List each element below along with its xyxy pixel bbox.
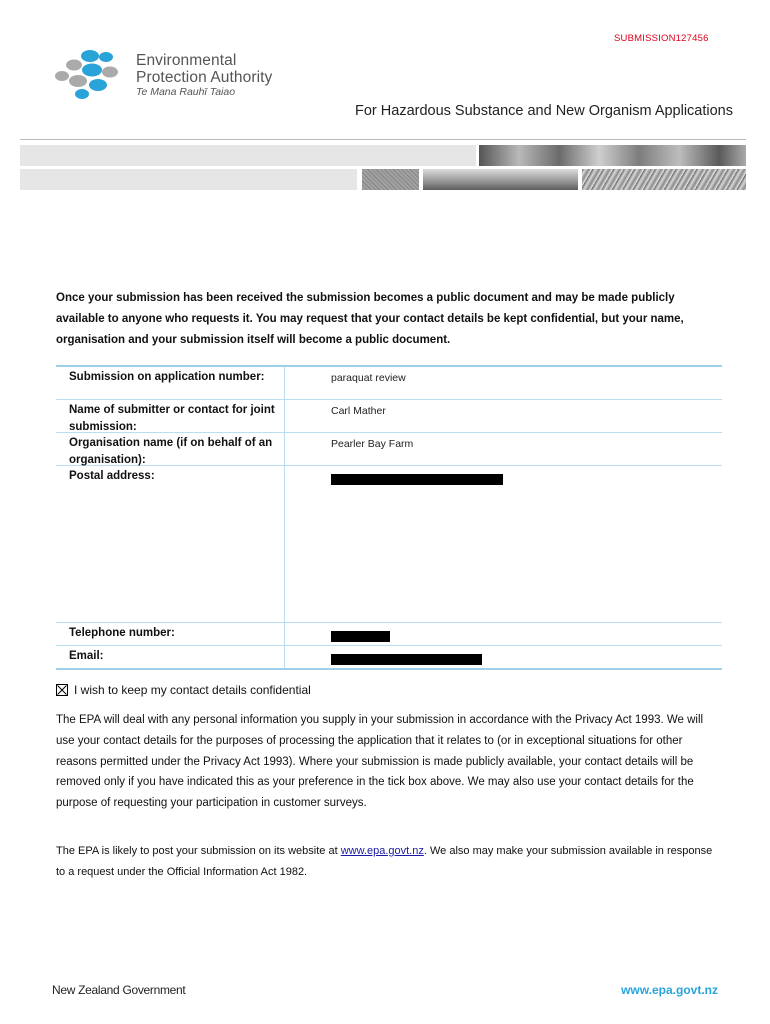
banner-photo-texture [362,169,419,190]
table-row [56,623,722,646]
redaction-bar [331,474,503,485]
website-statement [56,841,716,883]
field-label: Submission on application number: [56,367,285,399]
redaction-bar [331,654,482,665]
confidential-label: I wish to keep my contact details confidential [74,683,311,697]
application-number-field[interactable]: paraquat review [331,372,406,384]
field-label: Telephone number: [56,623,285,645]
epa-logo [52,48,302,104]
epa-website-link[interactable]: www.epa.govt.nz [340,845,424,857]
table-row [56,466,722,623]
table-row [56,646,722,668]
banner-photo-landscape [479,145,746,166]
email-field[interactable] [285,646,722,668]
telephone-field[interactable] [285,623,722,645]
submission-id: SUBMISSION127456 [614,33,709,44]
organisation-field[interactable]: Pearler Bay Farm [331,438,414,450]
page-title: For Hazardous Substance and New Organism Applications [355,103,733,119]
epa-logo-icon [52,48,128,102]
nz-government-logo: New Zealand Government [52,983,186,997]
table-row [56,400,722,433]
field-label: Name of submitter or contact for joint submission: [56,400,285,432]
table-row [56,433,722,466]
submitter-name-field[interactable]: Carl Mather [331,405,386,417]
banner-photo-sky [423,169,578,190]
logo-line-3: Te Mana Rauhī Taiao [136,86,236,98]
logo-line-2: Protection Authority [136,69,273,86]
logo-line-1: Environmental [136,52,237,69]
footer-website-link[interactable]: www.epa.govt.nz [621,983,718,997]
field-label: Postal address: [56,466,285,622]
header-divider [20,139,746,140]
submitter-details-table [56,365,722,670]
checked-x-icon [57,685,67,695]
website-text-after: . We also may make your submission available in response to a request under the Official Information Act 1982. [56,845,713,878]
website-text-before: The EPA is likely to post your submission on its website at [56,845,341,857]
banner-photo-fern [582,169,746,190]
intro-notice: Once your submission has been received the submission becomes a public document and may be made publicly available to anyone who requests it. You may request that your contact details be kept confidential, but your name, organisation and your submission itself will become a public document. [56,292,684,346]
table-row [56,367,722,400]
redaction-bar [331,631,390,642]
privacy-statement: The EPA will deal with any personal information you supply in your submission in accordance with the Privacy Act 1993. We will use your contact details for the purposes of processing the application that it relates to (or in exceptional situations for other reasons permitted under the Privacy Act 1993). Where your submission is made publicly available, your contact details will be removed only if you have indicated this as your preference in the tick box above. We may also use your contact details for the purpose of requesting your participation in customer surveys. [56,714,704,810]
banner-bar-bottom [20,169,357,190]
field-label: Organisation name (if on behalf of an organisation): [56,433,285,465]
field-label: Email: [56,646,285,668]
confidential-option[interactable] [56,683,311,697]
banner-bar-top [20,145,476,166]
postal-address-field[interactable] [285,466,722,622]
confidential-checkbox[interactable] [56,684,68,696]
